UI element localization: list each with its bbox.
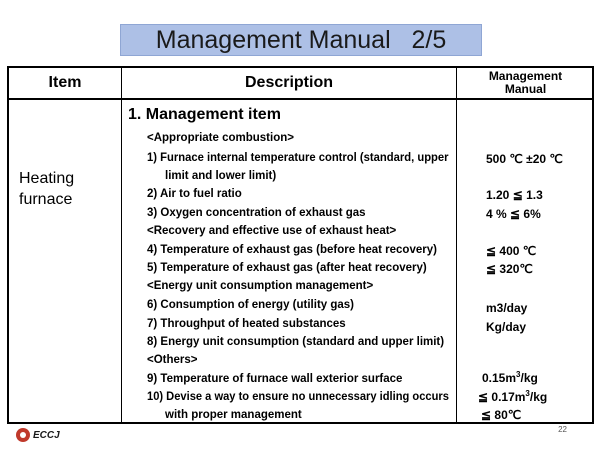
value-wall-temp: ≦ 80℃ [481, 408, 522, 422]
value-oxygen: 4 % ≦ 6% [486, 207, 541, 221]
logo-text: ECCJ [33, 429, 60, 441]
header-description: Description [244, 74, 333, 91]
header-management-manual [457, 68, 594, 98]
page-number: 22 [558, 425, 567, 434]
value-limit-superscript: 3 [525, 389, 530, 398]
description-line: <Energy unit consumption management> [147, 280, 374, 292]
description-line: <Appropriate combustion> [147, 132, 294, 144]
column-divider [456, 68, 457, 422]
description-line: 4) Temperature of exhaust gas (before heat recovery) [147, 244, 437, 256]
value-unit-consumption [482, 370, 538, 385]
description-line: 9) Temperature of furnace wall exterior surface [147, 373, 403, 385]
description-line: 3) Oxygen concentration of exhaust gas [147, 207, 366, 219]
description-line: 2) Air to fuel ratio [147, 188, 242, 200]
value-exhaust-before: ≦ 400 ℃ [486, 244, 537, 258]
page-title: Management Manual 2/5 [120, 24, 482, 56]
management-table [7, 66, 594, 424]
value-air-fuel-ratio: 1.20 ≦ 1.3 [486, 188, 543, 202]
description-line: 5) Temperature of exhaust gas (after heat recovery) [147, 262, 427, 274]
item-cell [19, 168, 109, 210]
description-line: <Others> [147, 354, 198, 366]
value-exhaust-after: ≦ 320℃ [486, 262, 533, 276]
value-throughput: Kg/day [486, 320, 527, 334]
description-line: limit and lower limit) [165, 170, 277, 182]
description-line: 10) Devise a way to ensure no unnecessary idling occurs [147, 391, 449, 403]
header-manual-line2: Manual [504, 82, 547, 96]
header-manual-line1: Management [488, 69, 563, 83]
value-energy-consumption: m3/day [486, 301, 528, 315]
description-line: with proper management [165, 409, 302, 421]
value-furnace-temp: 500 ℃ ±20 ℃ [486, 152, 563, 166]
column-divider [121, 68, 122, 422]
section-title: 1. Management item [128, 106, 281, 123]
value-unit-suffix: /kg [520, 371, 538, 385]
value-unit-number: 0.15m [482, 371, 517, 385]
item-line1: Heating [19, 170, 75, 187]
item-line2: furnace [19, 191, 73, 208]
description-line: 7) Throughput of heated substances [147, 318, 346, 330]
description-line: 1) Furnace internal temperature control (standard, upper [147, 152, 449, 164]
header-item: Item [48, 74, 82, 91]
description-line: 6) Consumption of energy (utility gas) [147, 299, 355, 311]
description-line: 8) Energy unit consumption (standard and upper limit) [147, 336, 445, 348]
value-unit-upper-limit [478, 389, 547, 404]
value-limit-suffix: /kg [529, 390, 548, 404]
header-divider [9, 98, 592, 100]
value-limit-prefix: ≦ 0.17m [478, 390, 526, 404]
eccj-logo-icon [16, 428, 30, 442]
description-line: <Recovery and effective use of exhaust heat> [147, 225, 397, 237]
eccj-logo [16, 428, 60, 442]
value-unit-superscript: 3 [516, 370, 521, 379]
